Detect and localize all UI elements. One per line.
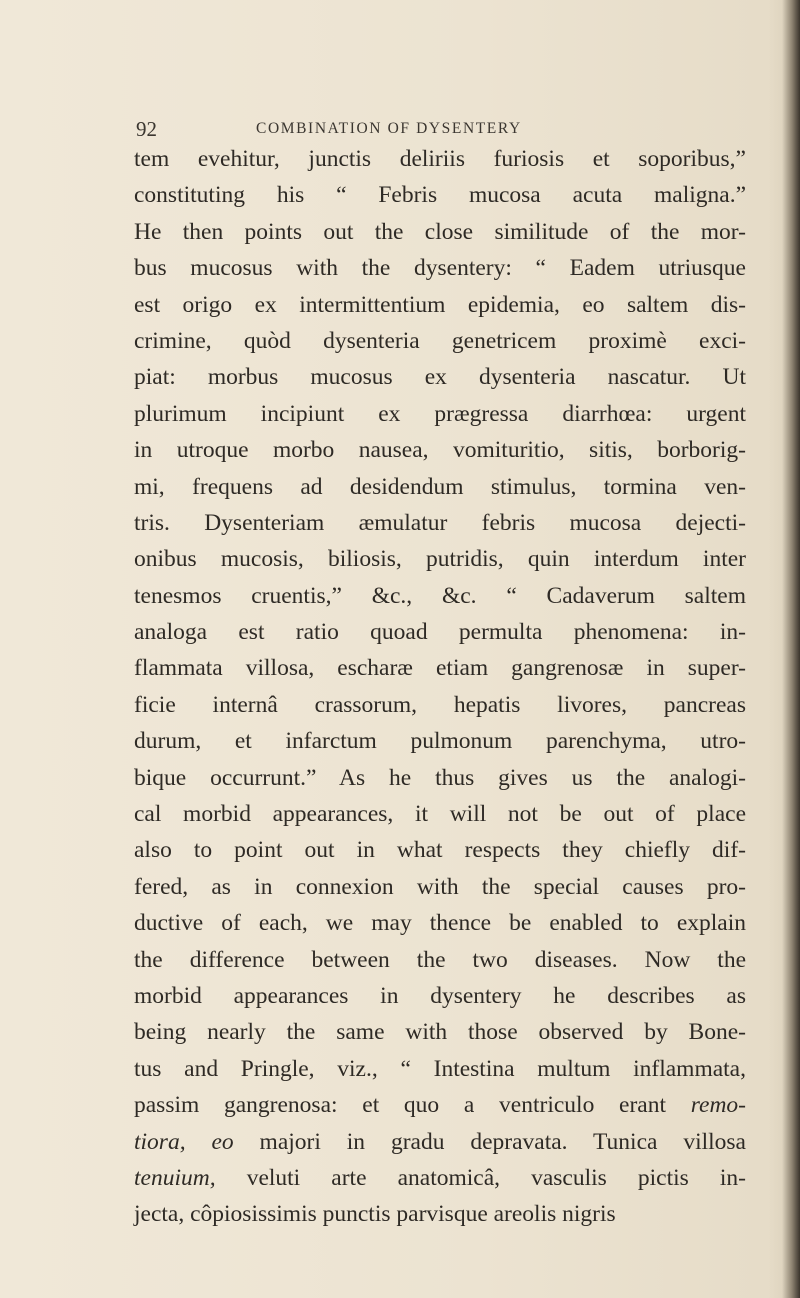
text-line: being nearly the same with those observed by Bone- [134,1019,746,1046]
text-fragment: passim gangrenosa: et quo a ventriculo erant [134,1092,667,1119]
text-line: flammata villosa, escharæ etiam gangrenosæ in super- [134,655,746,682]
text-line: constituting his “ Febris mucosa acuta maligna.” [134,182,746,209]
text-line: ductive of each, we may thence be enabled to explain [134,910,746,937]
text-line [134,1087,746,1123]
text-fragment: veluti arte anatomicâ, vasculis pictis in- [246,1164,746,1191]
text-line: crimine, quòd dysenteria genetricem proximè exci- [134,327,746,354]
text-line: plurimum incipiunt ex prægressa diarrhœa: urgent [134,400,746,427]
text-line: ficie internâ crassorum, hepatis livores, pancreas [134,691,746,718]
text-line: onibus mucosis, biliosis, putridis, quin interdum inter [134,546,746,573]
text-line: cal morbid appearances, it will not be out of place [134,801,746,828]
text-line: tenesmos cruentis,” &c., &c. “ Cadaverum saltem [134,582,746,609]
text-line: also to point out in what respects they chiefly dif- [134,837,746,864]
text-line: He then points out the close similitude of the mor- [134,218,746,245]
text-line: morbid appearances in dysentery he describes as [134,982,746,1009]
page-edge-shadow [782,0,800,1298]
text-line: piat: morbus mucosus ex dysenteria nascatur. Ut [134,364,746,391]
running-head: COMBINATION OF DYSENTERY [256,120,522,137]
text-line: tris. Dysenteriam æmulatur febris mucosa dejecti- [134,509,746,536]
italic-text: remo- [690,1092,746,1119]
text-line: durum, et infarctum pulmonum parenchyma, utro- [134,728,746,755]
body-text [134,141,746,1233]
text-line: analoga est ratio quoad permulta phenomena: in- [134,619,746,646]
text-line: jecta, côpiosissimis punctis parvisque areolis nigris [134,1201,616,1228]
text-line: tem evehitur, junctis deliriis furiosis et soporibus,” [134,146,746,172]
text-line: mi, frequens ad desidendum stimulus, tormina ven- [134,473,746,500]
text-line: the difference between the two diseases. Now the [134,946,746,973]
italic-text: tenuium, [134,1164,216,1191]
text-fragment: majori in gradu depravata. Tunica villosa [259,1128,746,1155]
text-line: fered, as in connexion with the special causes pro- [134,873,746,900]
text-line: est origo ex intermittentium epidemia, eo saltem dis- [134,291,746,318]
text-line [134,1160,746,1196]
italic-text: tiora, eo [134,1128,234,1155]
page-number: 92 [136,117,157,141]
text-line [134,1124,746,1160]
text-line: bique occurrunt.” As he thus gives us the analogi- [134,764,746,791]
text-line: in utroque morbo nausea, vomituritio, sitis, borborig- [134,437,746,464]
text-line: bus mucosus with the dysentery: “ Eadem utriusque [134,255,746,282]
text-line: tus and Pringle, viz., “ Intestina multum inflammata, [134,1055,746,1082]
